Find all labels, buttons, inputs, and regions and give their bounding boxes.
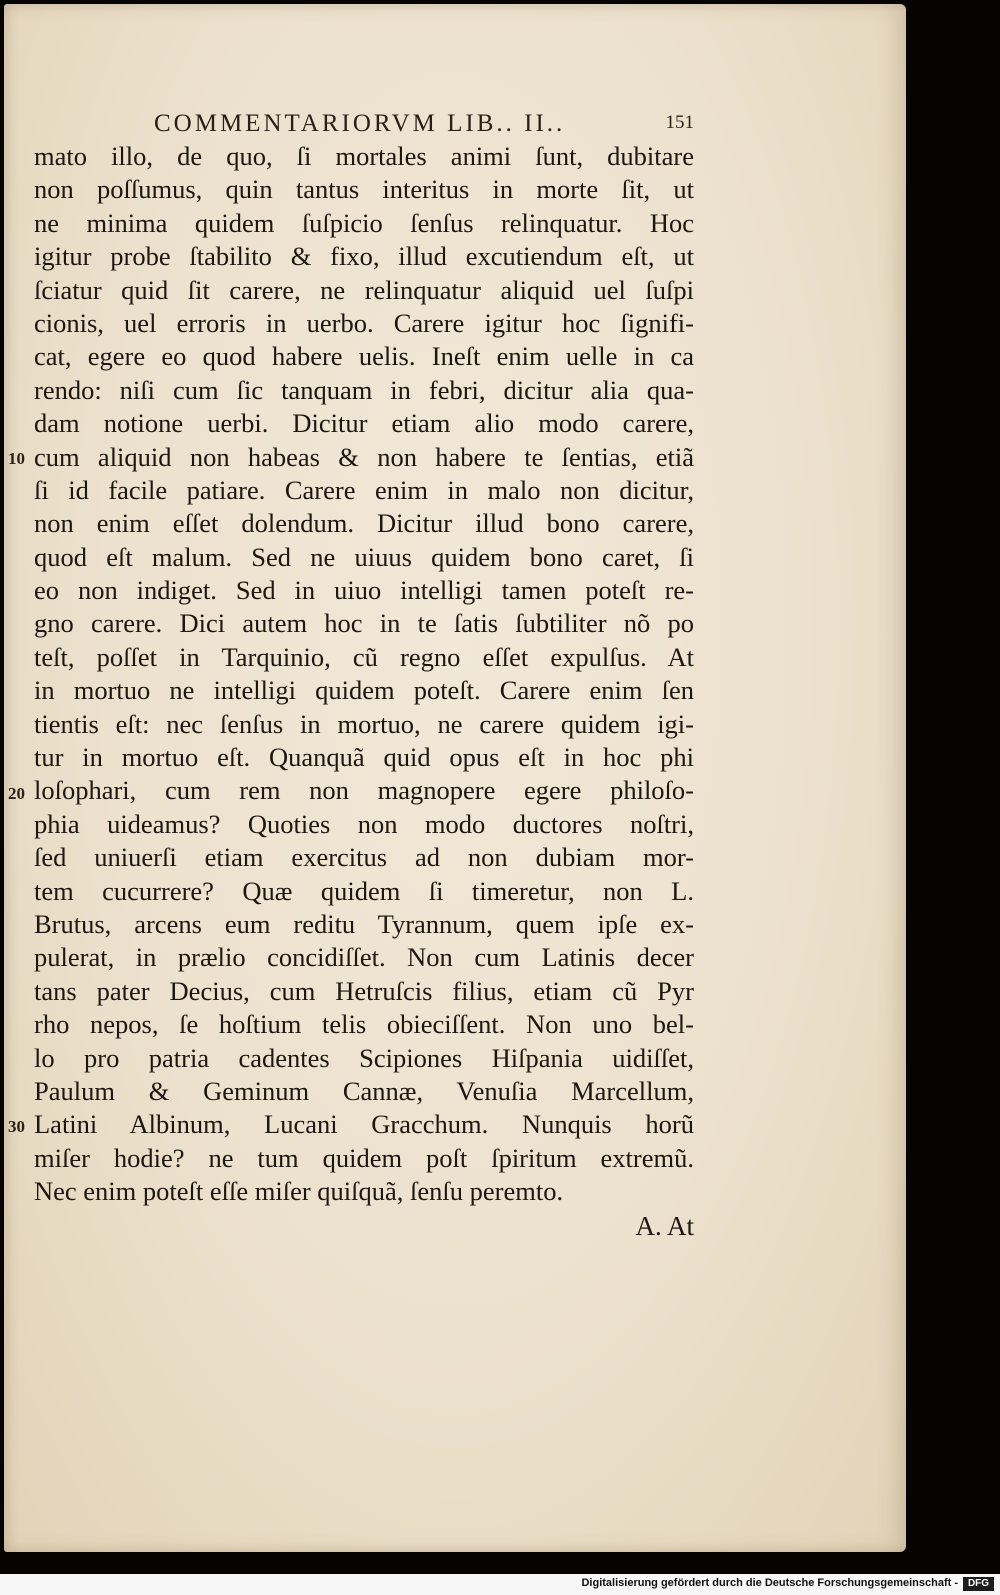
text-line: cat, egere eo quod habere uelis. Ineſt enim uelle in ca bbox=[34, 341, 694, 372]
text-line: Latini Albinum, Lucani Gracchum. Nunquis horũ bbox=[34, 1109, 694, 1140]
text-line: cum aliquid non habeas & non habere te ſentias, etiã bbox=[34, 441, 694, 472]
text-line: tans pater Decius, cum Hetruſcis filius, etiam cũ Pyr bbox=[34, 975, 694, 1006]
running-head-title: COMMENTARIORVM LIB.. II.. bbox=[154, 110, 566, 137]
text-line: dam notione uerbi. Dicitur etiam alio modo carere, bbox=[34, 408, 694, 439]
text-line: cionis, uel erroris in uerbo. Carere igitur hoc ſignifi- bbox=[34, 307, 694, 338]
funding-credit: Digitalisierung gefördert durch die Deutsche Forschungsgemeinschaft - bbox=[581, 1577, 958, 1589]
text-line: ſed uniuerſi etiam exercitus ad non dubiam mor- bbox=[34, 842, 694, 873]
text-line: rho nepos, ſe hoſtium telis obieciſſent. Non uno bel- bbox=[34, 1009, 694, 1040]
margin-line-number: 30 bbox=[8, 1117, 25, 1136]
text-line: Nec enim poteſt eſſe miſer quiſquã, ſenſu peremto. bbox=[34, 1176, 564, 1207]
text-line: quod eſt malum. Sed ne uiuus quidem bono caret, ſi bbox=[34, 541, 694, 572]
text-line: tur in mortuo eſt. Quanquã quid opus eſt in hoc phi bbox=[34, 742, 694, 773]
text-line: pulerat, in prælio concidiſſet. Non cum Latinis decer bbox=[34, 942, 694, 973]
margin-line-number: 10 bbox=[8, 449, 25, 468]
text-line: ne minima quidem ſuſpicio ſenſus relinquatur. Hoc bbox=[34, 207, 694, 238]
text-line: miſer hodie? ne tum quidem poſt ſpiritum extremũ. bbox=[34, 1142, 694, 1173]
digitization-footer bbox=[0, 1574, 1000, 1595]
book-page bbox=[4, 4, 906, 1552]
body-text bbox=[34, 140, 694, 1209]
text-line: mato illo, de quo, ſi mortales animi ſunt, dubitare bbox=[34, 141, 694, 171]
text-line: rendo: niſi cum ſic tanquam in febri, dicitur alia qua- bbox=[34, 374, 694, 405]
text-line: non poſſumus, quin tantus interitus in morte ſit, ut bbox=[34, 174, 694, 205]
text-line: tientis eſt: nec ſenſus in mortuo, ne carere quidem igi- bbox=[34, 708, 694, 739]
text-line: igitur probe ſtabilito & fixo, illud excutiendum eſt, ut bbox=[34, 241, 694, 272]
page-number: 151 bbox=[665, 112, 694, 133]
text-line: loſophari, cum rem non magnopere egere philoſo- bbox=[34, 775, 694, 806]
text-line: teſt, poſſet in Tarquinio, cũ regno eſſet expulſus. At bbox=[34, 641, 694, 672]
text-line: ſciatur quid ſit carere, ne relinquatur aliquid uel ſuſpi bbox=[34, 274, 694, 305]
dfg-logo: DFG bbox=[963, 1577, 994, 1591]
text-line: phia uideamus? Quoties non modo ductores noſtri, bbox=[34, 808, 694, 839]
catchword: A. At bbox=[635, 1211, 694, 1241]
text-line: lo pro patria cadentes Scipiones Hiſpania uidiſſet, bbox=[34, 1042, 694, 1073]
text-line: Paulum & Geminum Cannæ, Venuſia Marcellum, bbox=[34, 1075, 694, 1106]
running-head bbox=[154, 104, 694, 138]
text-line: ſi id facile patiare. Carere enim in malo non dicitur, bbox=[34, 474, 694, 505]
margin-line-number: 20 bbox=[8, 784, 25, 803]
text-line: non enim eſſet dolendum. Dicitur illud bono carere, bbox=[34, 508, 694, 539]
text-line: in mortuo ne intelligi quidem poteſt. Carere enim ſen bbox=[34, 675, 694, 706]
text-line: eo non indiget. Sed in uiuo intelligi tamen poteſt re- bbox=[34, 575, 694, 606]
text-line: gno carere. Dici autem hoc in te ſatis ſubtiliter nõ po bbox=[34, 608, 694, 639]
text-line: Brutus, arcens eum reditu Tyrannum, quem ipſe ex- bbox=[34, 908, 694, 939]
text-line: tem cucurrere? Quæ quidem ſi timeretur, non L. bbox=[34, 875, 694, 906]
